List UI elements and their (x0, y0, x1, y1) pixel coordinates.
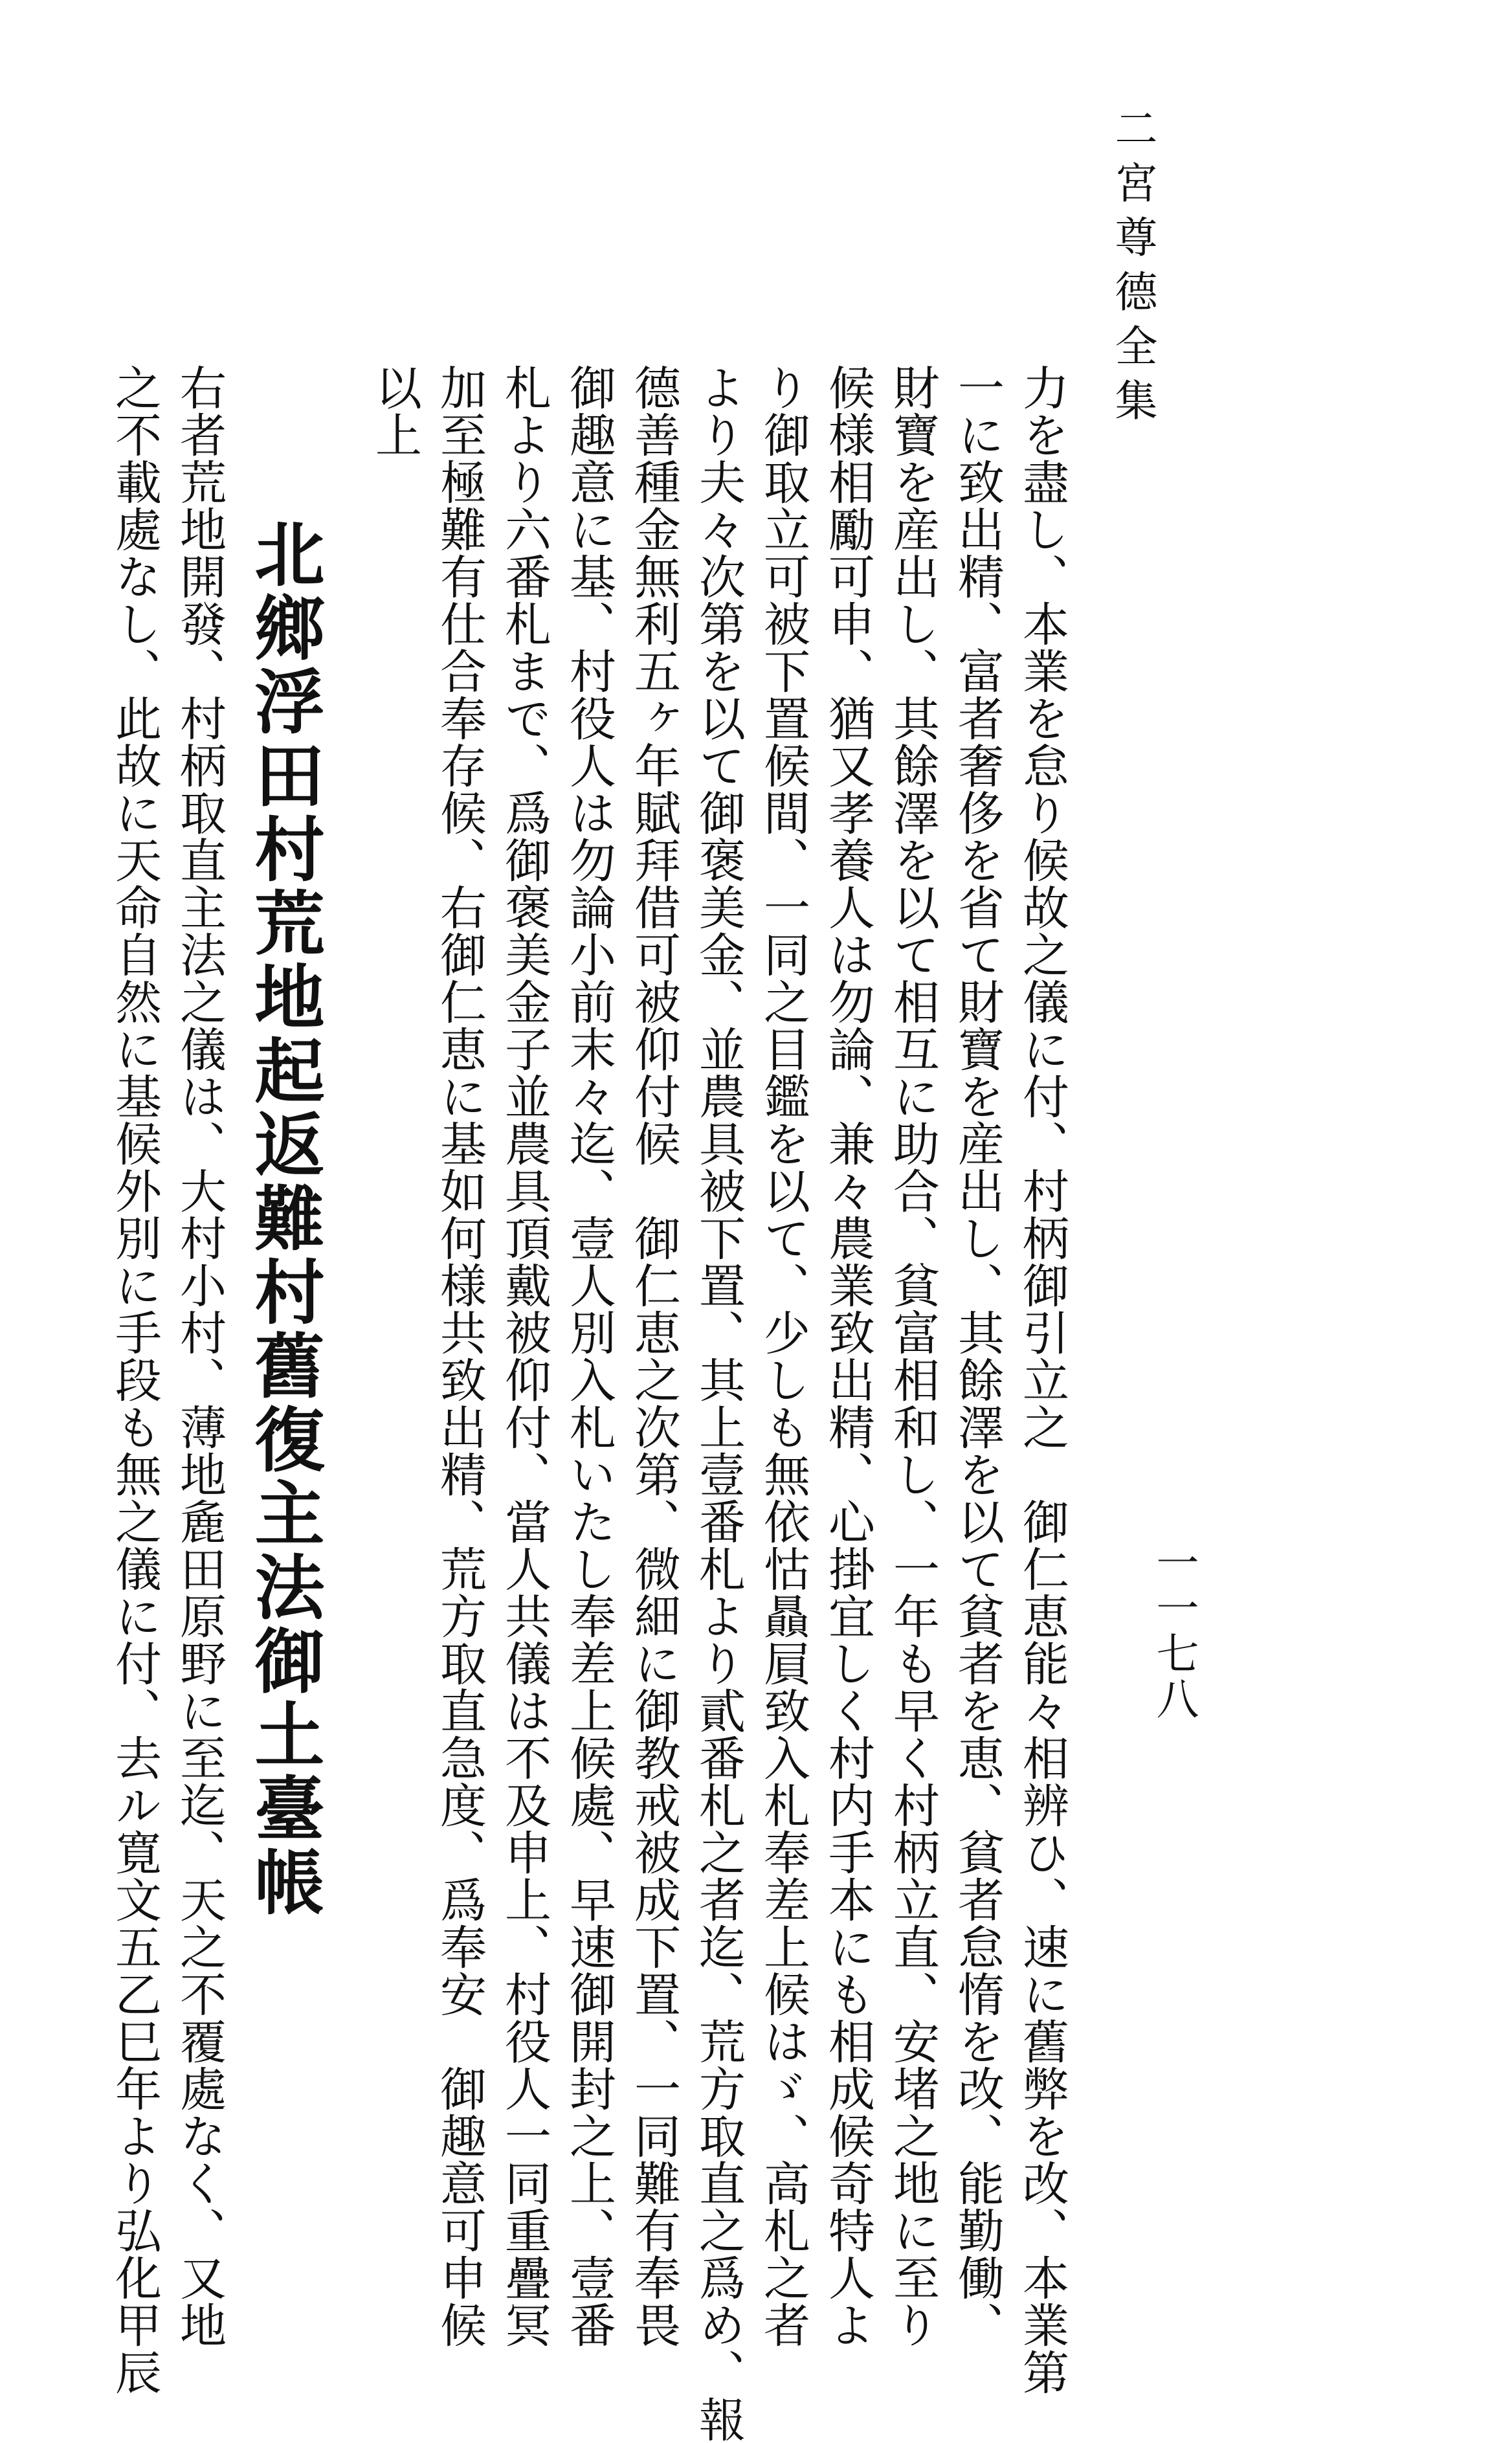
section-line-1: 右者荒地開發、村柄取直主法之儀は、大村小村、薄地麁田原野に至迄、天之不覆處なく、又地 (172, 364, 227, 2348)
body-line-4: 候様相勵可申、猶又孝養人は勿論、兼々農業致出精、心掛宜しく村内手本にも相成候奇特人よ (821, 364, 875, 2348)
body-line-9: 札より六番札まで、爲御褒美金子並農具頂戴被仰付、當人共儀は不及申上、村役人一同重疊冥 (497, 364, 551, 2348)
body-line-8: 御趣意に基、村役人は勿論小前末々迄、壹人別入札いたし奉差上候處、早速御開封之上、壹番 (562, 364, 616, 2348)
body-line-2: 一に致出精、富者奢侈を省て財寶を産出し、其餘澤を以て貧者を恵、貧者怠惰を改、能勤働、 (950, 364, 1005, 2348)
body-line-6: より夫々次第を以て御褒美金、並農具被下置、其上壹番札より貳番札之者迄、荒方取直之爲め、報 (691, 364, 746, 2443)
book-title: 二宮尊德全集 (1107, 106, 1157, 432)
body-line-closing: 以上 (368, 364, 422, 458)
section-heading: 北鄉浮田村荒地起返難村舊復主法御土臺帳 (243, 518, 324, 1920)
body-line-7: 德善種金無利五ヶ年賦拜借可被仰付候 御仁恵之次第、微細に御教戒被成下置、一同難有奉畏 (627, 364, 681, 2348)
body-line-5: り御取立可被下置候間、一同之目鑑を以て、少しも無依怙贔屓致入札奉差上候はゞ、高札之者 (756, 364, 810, 2348)
body-line-10: 加至極難有仕合奉存候、右御仁恵に基如何様共致出精、荒方取直急度、爲奉安 御趣意可申候 (432, 364, 487, 2348)
page-number: 一一七八 (1149, 1541, 1199, 1722)
body-line-3: 財寶を産出し、其餘澤を以て相互に助合、貧富相和し、一年も早く村柄立直、安堵之地に至り (885, 364, 940, 2348)
section-line-2: 之不載處なし、此故に天命自然に基候外別に手段も無之儀に付、去ル寛文五乙巳年より弘化甲辰 (107, 364, 162, 2396)
body-line-1: 力を盡し、本業を怠り候故之儀に付、村柄御引立之 御仁恵能々相辨ひ、速に舊弊を改、本業第 (1015, 364, 1069, 2396)
